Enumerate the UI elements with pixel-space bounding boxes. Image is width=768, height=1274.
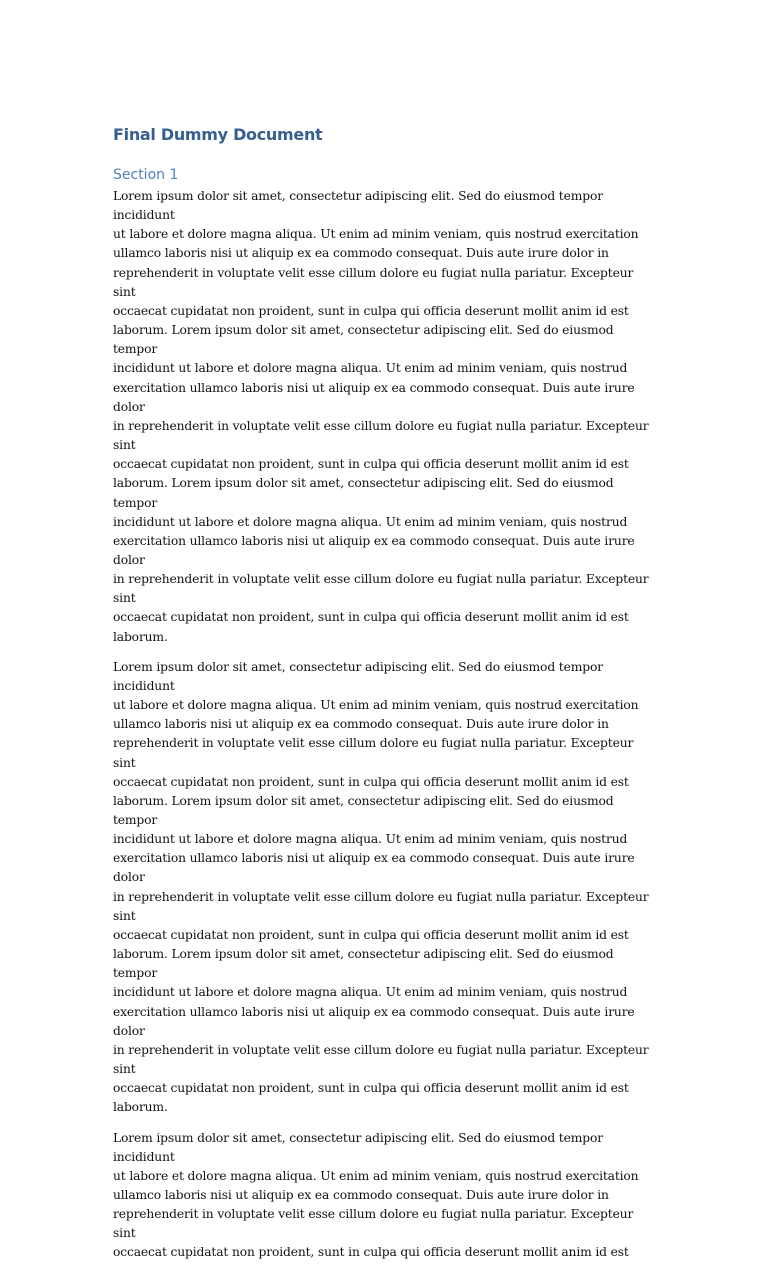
document-title: Final Dummy Document bbox=[113, 125, 323, 144]
body-paragraph: Lorem ipsum dolor sit amet, consectetur adipiscing elit. Sed do eiusmod tempor incididunt ut labore et dolore magna aliqua. Ut enim ad minim veniam, quis nostrud exercitation ullamco laboris nisi ut aliquip ex ea commodo consequat. Duis aute irure dolor in reprehenderit in voluptate velit esse cillum dolore eu fugiat nulla pariatur. Excepteur sint occaecat cupidatat non proident, sunt in culpa qui officia deserunt mollit anim id est laborum. Lorem ipsum dolor sit amet, consectetur adipiscing elit. Sed do eiusmod tempor incididunt ut labore et dolore magna aliqua. Ut enim ad minim veniam, quis nostrud exercitation ullamco laboris nisi ut aliquip ex ea commodo consequat. Duis aute irure dolor in reprehenderit in voluptate velit esse cillum dolore eu fugiat nulla pariatur. Excepteur sint occaecat cupidatat non proident, sunt in culpa qui officia deserunt mollit anim id est laborum. Lorem ipsum dolor sit amet, consectetur adipiscing elit. Sed do eiusmod tempor incididunt ut labore et dolore magna aliqua. Ut enim ad minim veniam, quis nostrud exercitation ullamco laboris nisi ut aliquip ex ea commodo consequat. Duis aute irure dolor in reprehenderit in voluptate velit esse cillum dolore eu fugiat nulla pariatur. Excepteur sint occaecat cupidatat non proident, sunt in culpa qui officia deserunt mollit anim id est laborum. bbox=[113, 189, 649, 644]
section-heading: Section 1 bbox=[113, 167, 179, 183]
body-paragraph: Lorem ipsum dolor sit amet, consectetur adipiscing elit. Sed do eiusmod tempor incididunt ut labore et dolore magna aliqua. Ut enim ad minim veniam, quis nostrud exercitation ullamco laboris nisi ut aliquip ex ea commodo consequat. Duis aute irure dolor in reprehenderit in voluptate velit esse cillum dolore eu fugiat nulla pariatur. Excepteur sint occaecat cupidatat non proident, sunt in culpa qui officia deserunt mollit anim id est bbox=[113, 1130, 639, 1260]
body-paragraph: Lorem ipsum dolor sit amet, consectetur adipiscing elit. Sed do eiusmod tempor incididunt ut labore et dolore magna aliqua. Ut enim ad minim veniam, quis nostrud exercitation ullamco laboris nisi ut aliquip ex ea commodo consequat. Duis aute irure dolor in reprehenderit in voluptate velit esse cillum dolore eu fugiat nulla pariatur. Excepteur sint occaecat cupidatat non proident, sunt in culpa qui officia deserunt mollit anim id est laborum. Lorem ipsum dolor sit amet, consectetur adipiscing elit. Sed do eiusmod tempor incididunt ut labore et dolore magna aliqua. Ut enim ad minim veniam, quis nostrud exercitation ullamco laboris nisi ut aliquip ex ea commodo consequat. Duis aute irure dolor in reprehenderit in voluptate velit esse cillum dolore eu fugiat nulla pariatur. Excepteur sint occaecat cupidatat non proident, sunt in culpa qui officia deserunt mollit anim id est laborum. Lorem ipsum dolor sit amet, consectetur adipiscing elit. Sed do eiusmod tempor incididunt ut labore et dolore magna aliqua. Ut enim ad minim veniam, quis nostrud exercitation ullamco laboris nisi ut aliquip ex ea commodo consequat. Duis aute irure dolor in reprehenderit in voluptate velit esse cillum dolore eu fugiat nulla pariatur. Excepteur sint occaecat cupidatat non proident, sunt in culpa qui officia deserunt mollit anim id est laborum. bbox=[113, 659, 649, 1115]
document-body bbox=[113, 122, 658, 1274]
